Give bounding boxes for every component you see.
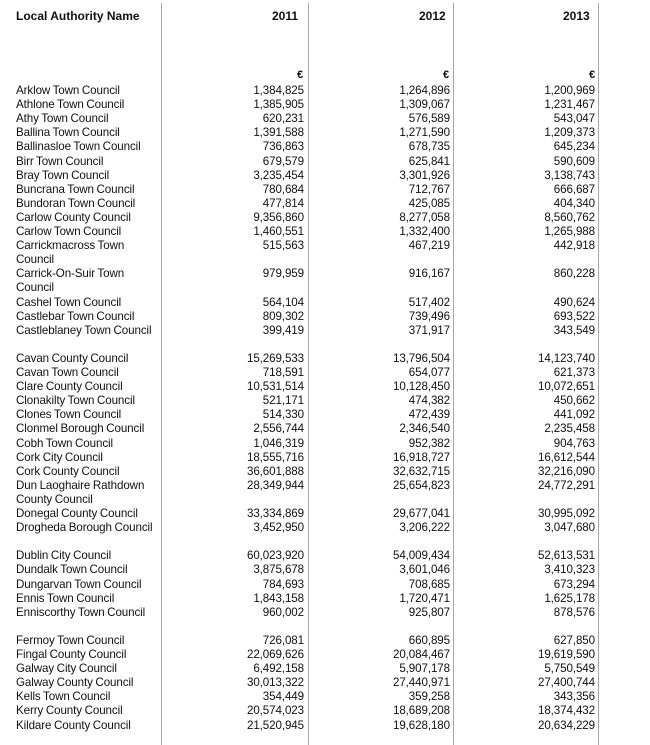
value-2011-cell: 3,235,454 (253, 168, 304, 182)
table-row (0, 606, 650, 634)
value-2013-cell: 450,662 (553, 394, 595, 408)
value-2012-cell: 20,084,467 (392, 648, 450, 661)
value-2013-cell: 2,235,458 (544, 422, 595, 436)
value-2011-cell: 1,384,825 (253, 84, 304, 97)
value-2011-cell: 784,693 (262, 577, 304, 591)
value-2013-cell: 490,624 (553, 295, 595, 309)
header-2012: 2012 (419, 9, 446, 23)
value-2013-cell: 19,619,590 (537, 648, 595, 661)
table-row (0, 648, 650, 662)
table-row (0, 169, 650, 183)
table-row (0, 239, 650, 267)
authority-name-cell: Ennis Town Council (16, 591, 115, 605)
value-2011-cell: 564,104 (262, 295, 304, 309)
value-2012-cell: 27,440,971 (392, 676, 450, 690)
value-2012-cell: 3,301,926 (399, 168, 450, 182)
value-2013-cell: 666,687 (553, 182, 595, 196)
authority-name-cell: Donegal County Council (16, 507, 138, 520)
authority-name-cell: Kerry County Council (16, 704, 123, 718)
value-2012-cell: 3,206,222 (399, 521, 450, 535)
authority-name-cell: Carlow Town Council (16, 225, 122, 238)
value-2012-cell: 2,346,540 (399, 422, 450, 436)
header-local-authority-name: Local Authority Name (16, 9, 140, 23)
value-2013-cell: 1,265,988 (544, 225, 595, 238)
table-row (0, 465, 650, 479)
value-2012-cell: 29,677,041 (392, 507, 450, 520)
value-2011-cell: 18,555,716 (246, 450, 304, 464)
table-row (0, 479, 650, 507)
table-row (0, 225, 650, 239)
value-2013-cell: 343,356 (553, 690, 595, 704)
table-row (0, 521, 650, 549)
authority-name-cell: Fingal County Council (16, 648, 127, 661)
value-2012-cell: 517,402 (408, 295, 450, 309)
table-row (0, 380, 650, 394)
table-row (0, 112, 650, 126)
value-2012-cell: 25,654,823 (392, 478, 450, 492)
value-2011-cell: 354,449 (262, 690, 304, 704)
value-2012-cell: 16,918,727 (392, 450, 450, 464)
value-2012-cell: 3,601,046 (399, 563, 450, 577)
value-2011-cell: 514,330 (262, 408, 304, 422)
value-2013-cell: 10,072,651 (537, 380, 595, 394)
value-2012-cell: 739,496 (408, 309, 450, 323)
table-row (0, 704, 650, 718)
table-row (0, 634, 650, 648)
table-row (0, 310, 650, 324)
value-2011-cell: 1,843,158 (253, 591, 304, 605)
authority-name-cell: Dungarvan Town Council (16, 577, 142, 591)
authority-name-cell: Ballina Town Council (16, 126, 120, 140)
table-row (0, 98, 650, 112)
value-2013-cell: 343,549 (553, 323, 595, 337)
value-2013-cell: 3,410,323 (544, 563, 595, 577)
authority-name-cell: Cashel Town Council (16, 295, 122, 309)
authority-name-cell: Cavan Town Council (16, 366, 119, 379)
authority-name-cell: Enniscorthy Town Council (16, 605, 146, 619)
header-2013: 2013 (563, 9, 590, 23)
value-2012-cell: 916,167 (408, 267, 450, 281)
value-2013-cell: 16,612,544 (537, 450, 595, 464)
value-2013-cell: 904,763 (553, 436, 595, 450)
authority-name-cell: Dun Laoghaire Rathdown County Council (16, 478, 145, 506)
value-2011-cell: 679,579 (262, 154, 304, 168)
value-2012-cell: 1,332,400 (399, 225, 450, 238)
value-2012-cell: 467,219 (408, 239, 450, 253)
value-2011-cell: 399,419 (262, 323, 304, 337)
value-2013-cell: 693,522 (553, 309, 595, 323)
authority-name-cell: Kildare County Council (16, 718, 131, 732)
value-2013-cell: 32,216,090 (537, 464, 595, 478)
value-2013-cell: 441,092 (553, 408, 595, 422)
authority-name-cell: Carrick-On-Suir Town Council (16, 267, 125, 295)
value-2011-cell: 736,863 (262, 140, 304, 154)
table-row (0, 197, 650, 211)
table-row (0, 352, 650, 366)
value-2012-cell: 32,632,715 (392, 464, 450, 478)
value-2011-cell: 3,875,678 (253, 563, 304, 577)
table-row (0, 211, 650, 225)
table-row (0, 676, 650, 690)
value-2013-cell: 1,209,373 (544, 126, 595, 140)
authority-name-cell: Athlone Town Council (16, 98, 125, 112)
value-2012-cell: 425,085 (408, 196, 450, 210)
value-2013-cell: 1,231,467 (544, 98, 595, 112)
value-2013-cell: 8,560,762 (544, 210, 595, 224)
authority-name-cell: Carrickmacross Town Council (16, 239, 125, 267)
table-row (0, 84, 650, 98)
authority-name-cell: Castleblaney Town Council (16, 323, 152, 337)
value-2012-cell: 708,685 (408, 577, 450, 591)
value-2012-cell: 1,309,067 (399, 98, 450, 112)
table-row (0, 690, 650, 704)
value-2012-cell: 8,277,058 (399, 210, 450, 224)
table-row (0, 394, 650, 408)
value-2011-cell: 1,460,551 (253, 225, 304, 238)
value-2013-cell: 442,918 (553, 239, 595, 253)
table-row (0, 140, 650, 154)
table-row (0, 662, 650, 676)
value-2011-cell: 6,492,158 (253, 662, 304, 676)
value-2011-cell: 36,601,888 (246, 464, 304, 478)
value-2011-cell: 620,231 (262, 112, 304, 126)
authority-name-cell: Bray Town Council (16, 168, 110, 182)
value-2011-cell: 726,081 (262, 633, 304, 647)
value-2013-cell: 878,576 (553, 605, 595, 619)
table-row (0, 126, 650, 140)
value-2011-cell: 521,171 (262, 394, 304, 408)
authority-name-cell: Bundoran Town Council (16, 196, 136, 210)
authority-name-cell: Birr Town Council (16, 154, 104, 168)
header-2011: 2011 (272, 9, 299, 23)
authority-name-cell: Ballinasloe Town Council (16, 140, 141, 154)
authority-name-cell: Dublin City Council (16, 549, 112, 563)
value-2013-cell: 52,613,531 (537, 549, 595, 563)
authority-name-cell: Drogheda Borough Council (16, 521, 153, 535)
value-2012-cell: 13,796,504 (392, 351, 450, 365)
authority-name-cell: Cork County Council (16, 464, 120, 478)
authority-name-cell: Clare County Council (16, 380, 123, 394)
table-row (0, 578, 650, 592)
value-2012-cell: 18,689,208 (392, 704, 450, 718)
authority-name-cell: Clonmel Borough Council (16, 422, 145, 436)
value-2013-cell: 673,294 (553, 577, 595, 591)
table-row (0, 267, 650, 295)
value-2011-cell: 60,023,920 (246, 549, 304, 563)
value-2012-cell: 925,807 (408, 605, 450, 619)
value-2011-cell: 1,385,905 (253, 98, 304, 112)
table-row (0, 451, 650, 465)
value-2011-cell: 33,334,869 (246, 507, 304, 520)
authority-name-cell: Galway County Council (16, 676, 134, 690)
authority-name-cell: Carlow County Council (16, 210, 131, 224)
value-2013-cell: 627,850 (553, 633, 595, 647)
value-2013-cell: 590,609 (553, 154, 595, 168)
value-2012-cell: 54,009,434 (392, 549, 450, 563)
authority-name-cell: Cobh Town Council (16, 436, 113, 450)
value-2012-cell: 625,841 (408, 154, 450, 168)
value-2013-cell: 543,047 (553, 112, 595, 126)
value-2012-cell: 1,720,471 (399, 591, 450, 605)
currency-symbol-2011: € (297, 69, 304, 81)
value-2011-cell: 718,591 (262, 366, 304, 379)
table-row (0, 549, 650, 563)
authority-name-cell: Buncrana Town Council (16, 182, 135, 196)
value-2011-cell: 10,531,514 (246, 380, 304, 394)
value-2013-cell: 1,625,178 (544, 591, 595, 605)
value-2013-cell: 3,138,743 (544, 168, 595, 182)
authority-name-cell: Fermoy Town Council (16, 633, 125, 647)
value-2012-cell: 10,128,450 (392, 380, 450, 394)
value-2011-cell: 979,959 (262, 267, 304, 281)
value-2011-cell: 15,269,533 (246, 351, 304, 365)
authority-name-cell: Cavan County Council (16, 351, 129, 365)
authority-name-cell: Galway City Council (16, 662, 117, 676)
value-2011-cell: 28,349,944 (246, 478, 304, 492)
value-2013-cell: 18,374,432 (537, 704, 595, 718)
value-2013-cell: 621,373 (553, 366, 595, 379)
value-2011-cell: 9,356,860 (253, 210, 304, 224)
value-2012-cell: 712,767 (408, 182, 450, 196)
value-2012-cell: 678,735 (408, 140, 450, 154)
value-2011-cell: 2,556,744 (253, 422, 304, 436)
authority-name-cell: Clones Town Council (16, 408, 122, 422)
table-row (0, 437, 650, 451)
authority-name-cell: Kells Town Council (16, 690, 111, 704)
value-2012-cell: 1,271,590 (399, 126, 450, 140)
value-2012-cell: 472,439 (408, 408, 450, 422)
table-row (0, 366, 650, 380)
value-2011-cell: 780,684 (262, 182, 304, 196)
value-2013-cell: 5,750,549 (544, 662, 595, 676)
value-2012-cell: 660,895 (408, 633, 450, 647)
currency-symbol-2012: € (443, 69, 450, 81)
value-2011-cell: 22,069,626 (246, 648, 304, 661)
value-2013-cell: 20,634,229 (537, 718, 595, 732)
value-2012-cell: 359,258 (408, 690, 450, 704)
value-2012-cell: 654,077 (408, 366, 450, 379)
value-2013-cell: 404,340 (553, 196, 595, 210)
value-2011-cell: 1,391,588 (253, 126, 304, 140)
value-2012-cell: 474,382 (408, 394, 450, 408)
table-row (0, 155, 650, 169)
authority-name-cell: Arklow Town Council (16, 84, 120, 97)
value-2011-cell: 1,046,319 (253, 436, 304, 450)
value-2013-cell: 14,123,740 (537, 351, 595, 365)
table-row (0, 592, 650, 606)
value-2012-cell: 1,264,896 (399, 84, 450, 97)
authority-name-cell: Cork City Council (16, 450, 103, 464)
value-2011-cell: 3,452,950 (253, 521, 304, 535)
table-row (0, 507, 650, 521)
value-2013-cell: 27,400,744 (537, 676, 595, 690)
table-row (0, 324, 650, 352)
value-2011-cell: 515,563 (262, 239, 304, 253)
value-2013-cell: 3,047,680 (544, 521, 595, 535)
value-2011-cell: 477,814 (262, 196, 304, 210)
table-row (0, 183, 650, 197)
value-2012-cell: 952,382 (408, 436, 450, 450)
value-2013-cell: 1,200,969 (544, 84, 595, 97)
authority-name-cell: Dundalk Town Council (16, 563, 128, 577)
value-2011-cell: 809,302 (262, 309, 304, 323)
currency-symbol-2013: € (589, 69, 596, 81)
table-row (0, 296, 650, 310)
table-row (0, 408, 650, 422)
value-2012-cell: 5,907,178 (399, 662, 450, 676)
value-2012-cell: 19,628,180 (392, 718, 450, 732)
value-2011-cell: 30,013,322 (246, 676, 304, 690)
value-2011-cell: 20,574,023 (246, 704, 304, 718)
value-2013-cell: 30,995,092 (537, 507, 595, 520)
table-row (0, 719, 650, 733)
value-2012-cell: 371,917 (408, 323, 450, 337)
authority-name-cell: Castlebar Town Council (16, 309, 135, 323)
authority-name-cell: Athy Town Council (16, 112, 109, 126)
table-row (0, 422, 650, 436)
value-2012-cell: 576,589 (408, 112, 450, 126)
table-row (0, 563, 650, 577)
value-2011-cell: 960,002 (262, 605, 304, 619)
value-2013-cell: 24,772,291 (537, 478, 595, 492)
value-2011-cell: 21,520,945 (246, 718, 304, 732)
value-2013-cell: 645,234 (553, 140, 595, 154)
value-2013-cell: 860,228 (553, 267, 595, 281)
authority-name-cell: Clonakilty Town Council (16, 394, 135, 408)
